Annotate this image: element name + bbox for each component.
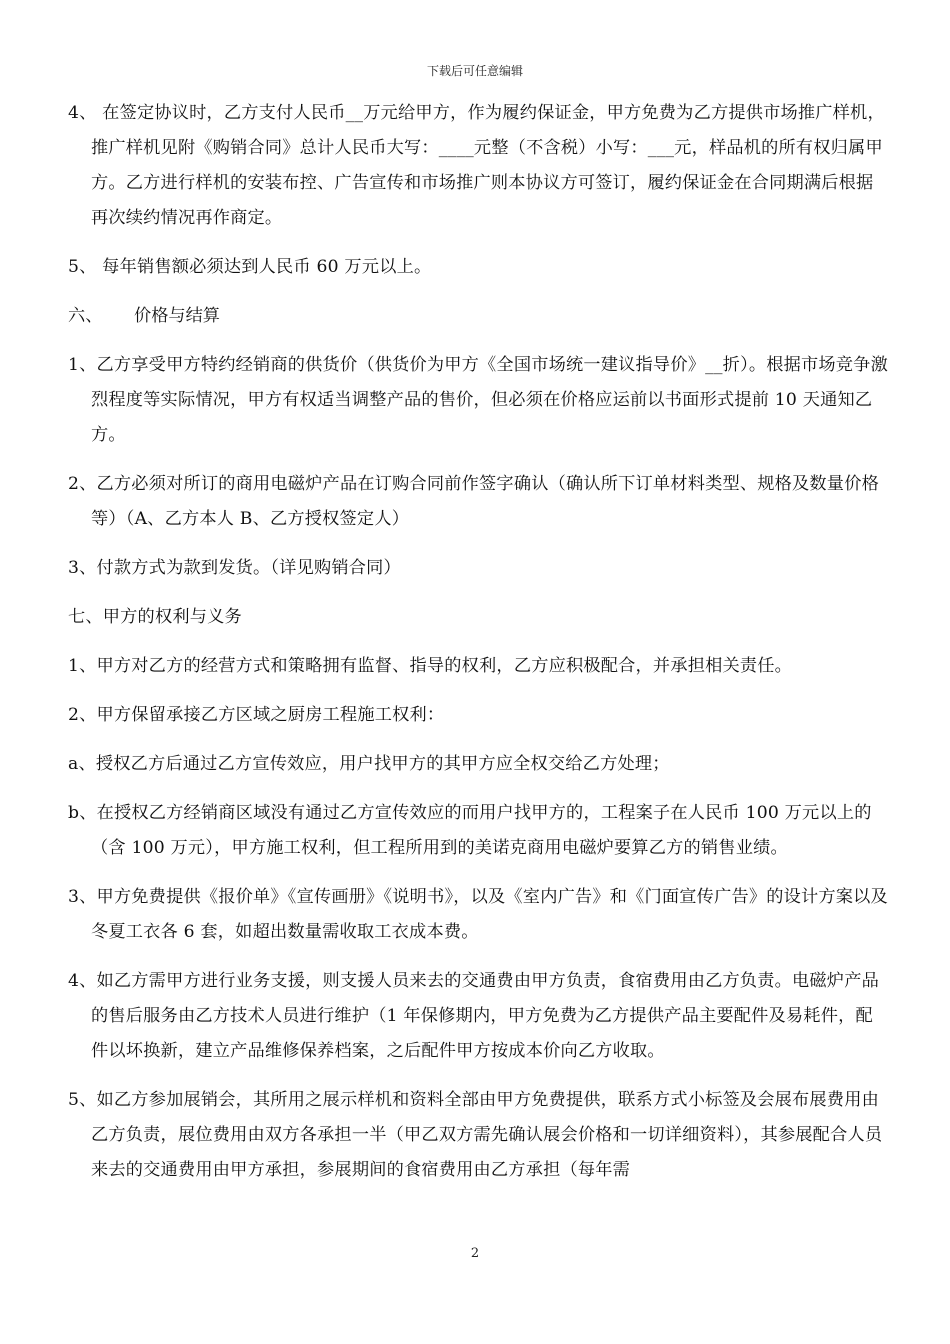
price-clause-1: 1、乙方享受甲方特约经销商的供货价（供货价为甲方《全国市场统一建议指导价》__折）。根据市场竞争激烈程度等实际情况，甲方有权适当调整产品的售价，但必须在价格应运前以书面形式提前 10 天通知乙方。 <box>68 355 888 445</box>
section-title: 价格与结算 <box>134 306 220 326</box>
section-number: 六、 <box>68 306 103 326</box>
clause-4-deposit: 4、 在签定协议时，乙方支付人民币__万元给甲方，作为履约保证金，甲方免费为乙方提供市场推广样机，推广样机见附《购销合同》总计人民币大写：____元整（不含税）小写：___元，样品机的所有权归属甲方。乙方进行样机的安装布控、广告宣传和市场推广则本协议方可签订，履约保证金在合同期满后根据再次续约情况再作商定。 <box>68 103 885 228</box>
rights-clause-1: 1、甲方对乙方的经营方式和策略拥有监督、指导的权利，乙方应积极配合，并承担相关责任。 <box>68 656 793 676</box>
section-heading-six <box>68 299 888 334</box>
rights-clause-5: 5、如乙方参加展销会，其所用之展示样机和资料全部由甲方免费提供，联系方式小标签及会展布展费用由乙方负责，展位费用由双方各承担一半（甲乙双方需先确认展会价格和一切详细资料），其参展配合人员来去的交通费用由甲方承担，参展期间的食宿费用由乙方承担（每年需 <box>68 1090 883 1180</box>
clause-5-sales-target: 5、 每年销售额必须达到人民币 60 万元以上。 <box>68 257 432 277</box>
section-heading-seven: 七、甲方的权利与义务 <box>68 607 242 627</box>
rights-clause-2a: a、授权乙方后通过乙方宣传效应，用户找甲方的其甲方应全权交给乙方处理； <box>68 754 670 774</box>
rights-clause-2: 2、甲方保留承接乙方区域之厨房工程施工权利： <box>68 705 445 725</box>
price-clause-3: 3、付款方式为款到发货。（详见购销合同） <box>68 558 401 578</box>
rights-clause-2b: b、在授权乙方经销商区域没有通过乙方宣传效应的而用户找甲方的，工程案子在人民币 100 万元以上的（含 100 万元），甲方施工权利，但工程所用到的美诺克商用电磁炉要算乙方的销售业绩。 <box>68 803 872 858</box>
rights-clause-3: 3、甲方免费提供《报价单》《宣传画册》《说明书》，以及《室内广告》和《门面宣传广告》的设计方案以及冬夏工衣各 6 套，如超出数量需收取工衣成本费。 <box>68 887 888 942</box>
page-header: 下载后可任意编辑 <box>426 64 523 78</box>
rights-clause-4: 4、如乙方需甲方进行业务支援，则支援人员来去的交通费由甲方负责，食宿费用由乙方负责。电磁炉产品的售后服务由乙方技术人员进行维护（1 年保修期内，甲方免费为乙方提供产品主要配件及易耗件，配件以坏换新，建立产品维修保养档案，之后配件甲方按成本价向乙方收取。 <box>68 971 879 1061</box>
document-body <box>68 96 888 1202</box>
price-clause-2: 2、乙方必须对所订的商用电磁炉产品在订购合同前作签字确认（确认所下订单材料类型、规格及数量价格等）（A、乙方本人 B、乙方授权签定人） <box>68 474 879 529</box>
page-number: 2 <box>470 1246 480 1261</box>
